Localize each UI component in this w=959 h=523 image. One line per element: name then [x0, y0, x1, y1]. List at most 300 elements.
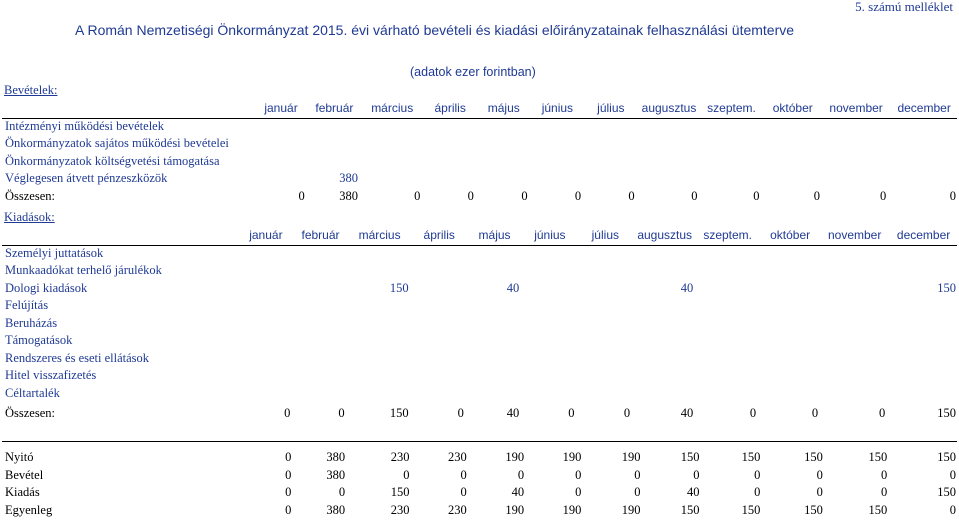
month-header: február: [315, 101, 354, 115]
table-cell: [821, 350, 888, 368]
table-cell: [238, 332, 293, 350]
table-cell: [308, 118, 361, 136]
table-cell: 0: [467, 188, 474, 203]
expenditures-heading: Kiadások:: [4, 210, 55, 224]
table-cell: [238, 367, 293, 385]
summary-row: [2, 502, 959, 520]
table-cell: [821, 280, 888, 298]
table-cell: [412, 367, 467, 385]
unit-note: (adatok ezer forintban): [410, 65, 536, 79]
table-cell: [696, 262, 759, 280]
total-row: [2, 405, 959, 423]
table-cell: 40: [506, 280, 520, 295]
month-header: június: [534, 228, 566, 242]
month-header: január: [264, 101, 298, 115]
table-cell: 0: [575, 467, 582, 482]
table-cell: [889, 170, 959, 188]
table-cell: [578, 367, 634, 385]
month-header-row: [2, 100, 959, 118]
table-cell: [348, 332, 412, 350]
table-cell: [578, 245, 634, 263]
table-cell: [522, 262, 577, 280]
month-header: május: [487, 101, 520, 115]
table-cell: [412, 297, 467, 315]
row-label: Rendszeres és eseti ellátások: [5, 350, 150, 365]
table-cell: [477, 153, 531, 171]
table-cell: [759, 367, 821, 385]
table-cell: 150: [389, 406, 409, 420]
table-cell: 0: [634, 467, 641, 482]
table-cell: [823, 170, 889, 188]
table-cell: [531, 135, 585, 153]
table-cell: 150: [741, 502, 761, 517]
table-cell: 0: [517, 467, 525, 482]
table-cell: [888, 262, 959, 280]
table-cell: 150: [937, 485, 956, 499]
table-cell: 0: [754, 467, 761, 482]
table-cell: 0: [811, 406, 819, 420]
table-cell: [412, 245, 467, 263]
table-cell: [238, 315, 293, 333]
table-cell: 380: [339, 171, 358, 185]
table-cell: 0: [568, 406, 575, 420]
table-cell: [821, 315, 888, 333]
table-cell: 0: [460, 467, 467, 482]
table-cell: [578, 280, 634, 298]
table-cell: [633, 245, 696, 263]
row-label: Beruházás: [5, 315, 58, 330]
table-cell: [522, 245, 577, 263]
table-row: [2, 153, 959, 171]
attachment-number: 5. számú melléklet: [855, 0, 953, 14]
row-label: [2, 227, 238, 245]
table-cell: 0: [285, 450, 292, 464]
table-cell: [467, 385, 522, 403]
table-cell: [763, 118, 823, 136]
table-cell: 230: [448, 450, 467, 464]
row-label: Összesen:: [5, 406, 55, 420]
table-cell: 380: [326, 467, 346, 482]
row-label: Intézményi működési bevételek: [5, 118, 164, 133]
table-cell: 380: [339, 188, 358, 203]
month-header: július: [591, 228, 619, 242]
summary-row: [2, 484, 959, 502]
month-header: november: [829, 101, 883, 115]
table-cell: 0: [338, 485, 346, 499]
table-cell: 40: [506, 406, 520, 420]
summary-row: [2, 467, 959, 485]
table-row: [2, 280, 959, 298]
month-header: március: [358, 228, 401, 242]
table-cell: [531, 170, 585, 188]
table-cell: [361, 135, 423, 153]
table-cell: 40: [680, 406, 694, 420]
table-cell: [696, 350, 759, 368]
table-cell: 150: [804, 502, 823, 517]
table-cell: [763, 153, 823, 171]
table-cell: 0: [623, 406, 631, 420]
table-cell: 380: [326, 502, 346, 517]
table-cell: [467, 350, 522, 368]
table-cell: [361, 153, 423, 171]
table-cell: 150: [868, 450, 888, 464]
table-cell: [763, 135, 823, 153]
table-cell: [759, 350, 821, 368]
table-cell: [531, 153, 585, 171]
table-cell: [412, 385, 467, 403]
table-cell: 0: [754, 485, 761, 499]
month-header: február: [301, 228, 340, 242]
table-cell: [638, 170, 701, 188]
table-cell: [522, 315, 577, 333]
table-cell: [578, 385, 634, 403]
table-cell: [821, 297, 888, 315]
table-cell: [821, 332, 888, 350]
row-label: Dologi kiadások: [5, 280, 88, 295]
table-cell: [361, 170, 423, 188]
table-cell: [696, 297, 759, 315]
table-cell: [633, 262, 696, 280]
table-cell: 40: [687, 485, 700, 499]
table-cell: [293, 245, 347, 263]
table-cell: 150: [680, 502, 700, 517]
table-cell: 0: [521, 188, 528, 203]
table-cell: [308, 135, 361, 153]
table-cell: [578, 350, 634, 368]
table-cell: [888, 385, 959, 403]
table-cell: [348, 297, 412, 315]
table-cell: [821, 245, 888, 263]
row-label: Egyenleg: [5, 502, 53, 517]
table-cell: [467, 315, 522, 333]
table-cell: 0: [460, 485, 467, 499]
row-label: Véglegesen átvett pénzeszközök: [5, 171, 168, 185]
table-cell: [348, 245, 412, 263]
table-cell: [633, 350, 696, 368]
row-label: Személyi juttatások: [5, 245, 104, 260]
table-cell: [823, 118, 889, 136]
table-cell: [889, 135, 959, 153]
table-cell: 230: [448, 502, 467, 517]
table-cell: [477, 170, 531, 188]
table-cell: [889, 118, 959, 136]
table-cell: 230: [390, 450, 410, 464]
table-cell: [467, 367, 522, 385]
table-cell: [467, 297, 522, 315]
table-cell: 190: [621, 502, 641, 517]
table-cell: [638, 153, 701, 171]
table-cell: [578, 332, 634, 350]
table-cell: 0: [628, 188, 635, 203]
row-label: [2, 100, 254, 118]
table-cell: [522, 280, 577, 298]
row-label: Felújítás: [5, 298, 49, 312]
table-cell: [700, 135, 762, 153]
month-header: április: [434, 101, 466, 115]
month-header: november: [827, 228, 882, 242]
table-cell: [638, 135, 701, 153]
table-cell: 0: [338, 406, 345, 420]
table-cell: 0: [691, 188, 698, 203]
table-cell: [633, 367, 696, 385]
table-cell: 0: [816, 467, 823, 482]
table-cell: [238, 245, 293, 263]
table-cell: 0: [816, 485, 823, 499]
table-cell: [293, 280, 347, 298]
table-cell: [823, 153, 889, 171]
table-cell: [293, 297, 347, 315]
table-cell: [759, 385, 821, 403]
table-cell: 230: [390, 502, 410, 517]
table-cell: 0: [949, 188, 956, 203]
table-cell: [696, 332, 759, 350]
table-cell: [584, 170, 637, 188]
row-label: Támogatások: [5, 333, 73, 347]
month-header: augusztus: [637, 228, 693, 242]
month-header: június: [541, 101, 574, 115]
table-cell: 40: [680, 280, 694, 295]
balance-summary-table: [2, 449, 959, 519]
table-cell: [700, 118, 762, 136]
table-cell: [638, 118, 701, 136]
table-cell: [348, 315, 412, 333]
table-cell: [696, 280, 759, 298]
table-cell: [412, 262, 467, 280]
month-header: október: [772, 101, 813, 115]
table-cell: 0: [414, 188, 421, 203]
table-cell: 0: [949, 502, 956, 517]
table-row: [2, 262, 959, 280]
table-cell: [254, 118, 308, 136]
table-cell: 0: [749, 406, 757, 420]
table-cell: [423, 153, 477, 171]
table-row: [2, 332, 959, 350]
table-row: [2, 170, 959, 188]
month-header: december: [896, 228, 951, 242]
table-cell: 0: [284, 406, 291, 420]
table-cell: [412, 315, 467, 333]
table-cell: [522, 332, 577, 350]
table-cell: [578, 262, 634, 280]
month-header: március: [371, 101, 414, 115]
table-cell: [293, 262, 347, 280]
row-label: Bevétel: [5, 467, 44, 482]
month-header: augusztus: [641, 101, 697, 115]
table-cell: [238, 280, 293, 298]
table-cell: [477, 135, 531, 153]
table-cell: [423, 118, 477, 136]
table-cell: 0: [634, 485, 641, 499]
table-cell: [578, 315, 634, 333]
table-cell: [423, 135, 477, 153]
table-cell: 150: [741, 450, 761, 464]
table-cell: 0: [693, 467, 700, 482]
summary-row: [2, 449, 959, 467]
table-cell: 150: [937, 406, 956, 420]
table-cell: 150: [389, 280, 409, 295]
table-cell: 150: [937, 450, 956, 464]
month-header: május: [478, 228, 511, 242]
section-divider: [2, 441, 957, 442]
table-cell: 0: [880, 188, 887, 203]
table-cell: [254, 153, 308, 171]
table-cell: [467, 262, 522, 280]
table-cell: [522, 350, 577, 368]
table-cell: 0: [403, 467, 410, 482]
table-cell: [888, 315, 959, 333]
table-cell: 0: [298, 188, 305, 203]
table-cell: [759, 280, 821, 298]
table-cell: [821, 385, 888, 403]
table-cell: [888, 367, 959, 385]
month-header: szeptem.: [703, 228, 753, 242]
revenues-table: [2, 100, 959, 205]
table-cell: [467, 332, 522, 350]
row-label: Önkormányzatok költségvetési támogatása: [5, 153, 220, 168]
table-cell: 0: [285, 485, 292, 499]
header-divider: [2, 245, 957, 246]
table-cell: [759, 245, 821, 263]
table-cell: 380: [326, 450, 346, 464]
table-cell: [348, 367, 412, 385]
table-cell: [759, 262, 821, 280]
table-cell: 0: [813, 188, 820, 203]
row-label: Önkormányzatok sajátos működési bevételei: [5, 136, 229, 150]
table-cell: 0: [880, 485, 888, 499]
table-cell: [522, 297, 577, 315]
table-cell: [696, 315, 759, 333]
table-cell: [293, 367, 347, 385]
table-cell: [467, 245, 522, 263]
table-cell: [308, 153, 361, 171]
table-cell: [633, 315, 696, 333]
table-cell: [578, 297, 634, 315]
table-cell: [348, 262, 412, 280]
table-cell: 0: [575, 485, 582, 499]
table-cell: [412, 332, 467, 350]
table-cell: [633, 332, 696, 350]
table-row: [2, 245, 959, 263]
table-cell: [412, 280, 467, 298]
table-cell: 150: [390, 485, 410, 499]
table-cell: [633, 385, 696, 403]
table-cell: [763, 170, 823, 188]
table-cell: [254, 135, 308, 153]
table-row: [2, 385, 959, 403]
table-cell: [633, 297, 696, 315]
table-cell: 190: [505, 502, 525, 517]
table-cell: [759, 315, 821, 333]
table-row: [2, 297, 959, 315]
table-row: [2, 367, 959, 385]
revenues-heading: Bevételek:: [4, 83, 58, 97]
table-cell: 150: [937, 280, 956, 295]
table-cell: [821, 367, 888, 385]
table-cell: 0: [285, 502, 292, 517]
table-cell: [238, 350, 293, 368]
table-cell: 0: [574, 188, 582, 203]
table-cell: 40: [511, 485, 525, 499]
table-cell: [293, 332, 347, 350]
table-cell: [584, 118, 637, 136]
month-header: január: [249, 228, 283, 242]
row-label: Hitel visszafizetés: [5, 368, 97, 382]
month-header: szeptem.: [707, 101, 756, 115]
table-cell: [888, 297, 959, 315]
table-cell: 190: [621, 450, 641, 464]
table-cell: [889, 153, 959, 171]
table-cell: 150: [804, 450, 823, 464]
table-row: [2, 118, 959, 136]
month-header-row: [2, 227, 959, 245]
table-cell: [888, 332, 959, 350]
month-header: április: [423, 228, 455, 242]
table-cell: [821, 262, 888, 280]
table-cell: [759, 297, 821, 315]
month-header: december: [897, 101, 951, 115]
table-row: [2, 135, 959, 153]
table-cell: 190: [562, 502, 582, 517]
table-cell: [423, 170, 477, 188]
table-cell: [293, 350, 347, 368]
table-cell: 150: [680, 450, 700, 464]
table-cell: [348, 385, 412, 403]
table-cell: 190: [562, 450, 582, 464]
table-cell: 0: [753, 188, 760, 203]
table-cell: 150: [868, 502, 888, 517]
table-cell: [696, 367, 759, 385]
table-cell: 0: [878, 406, 886, 420]
table-cell: [531, 118, 585, 136]
total-row: [2, 188, 959, 206]
table-cell: [522, 367, 577, 385]
table-cell: [823, 135, 889, 153]
table-row: [2, 315, 959, 333]
month-header: július: [597, 101, 625, 115]
table-cell: [700, 153, 762, 171]
table-cell: [700, 170, 762, 188]
table-cell: 0: [949, 467, 956, 482]
table-cell: [696, 385, 759, 403]
table-cell: [361, 118, 423, 136]
table-cell: [888, 350, 959, 368]
table-cell: [888, 245, 959, 263]
table-cell: [293, 315, 347, 333]
table-cell: [696, 245, 759, 263]
table-cell: [759, 332, 821, 350]
row-label: Céltartalék: [5, 385, 60, 400]
table-cell: [238, 297, 293, 315]
table-cell: [254, 170, 308, 188]
header-divider: [2, 118, 957, 119]
row-label: Összesen:: [5, 188, 55, 203]
table-cell: [477, 118, 531, 136]
table-cell: [584, 153, 637, 171]
table-cell: [293, 385, 347, 403]
table-cell: [348, 350, 412, 368]
table-cell: 190: [505, 450, 525, 464]
row-label: Munkaadókat terhelő járulékok: [5, 263, 162, 277]
page-title: A Román Nemzetiségi Önkormányzat 2015. évi várható bevételi és kiadási előirányzatainak felhasználási ütemterve: [75, 22, 795, 38]
table-cell: [412, 350, 467, 368]
table-cell: 0: [285, 467, 292, 482]
table-cell: [238, 262, 293, 280]
expenditures-table: [2, 227, 959, 423]
table-cell: 0: [457, 406, 464, 420]
month-header: október: [770, 228, 811, 242]
row-label: Nyitó: [5, 450, 34, 464]
table-cell: [522, 385, 577, 403]
